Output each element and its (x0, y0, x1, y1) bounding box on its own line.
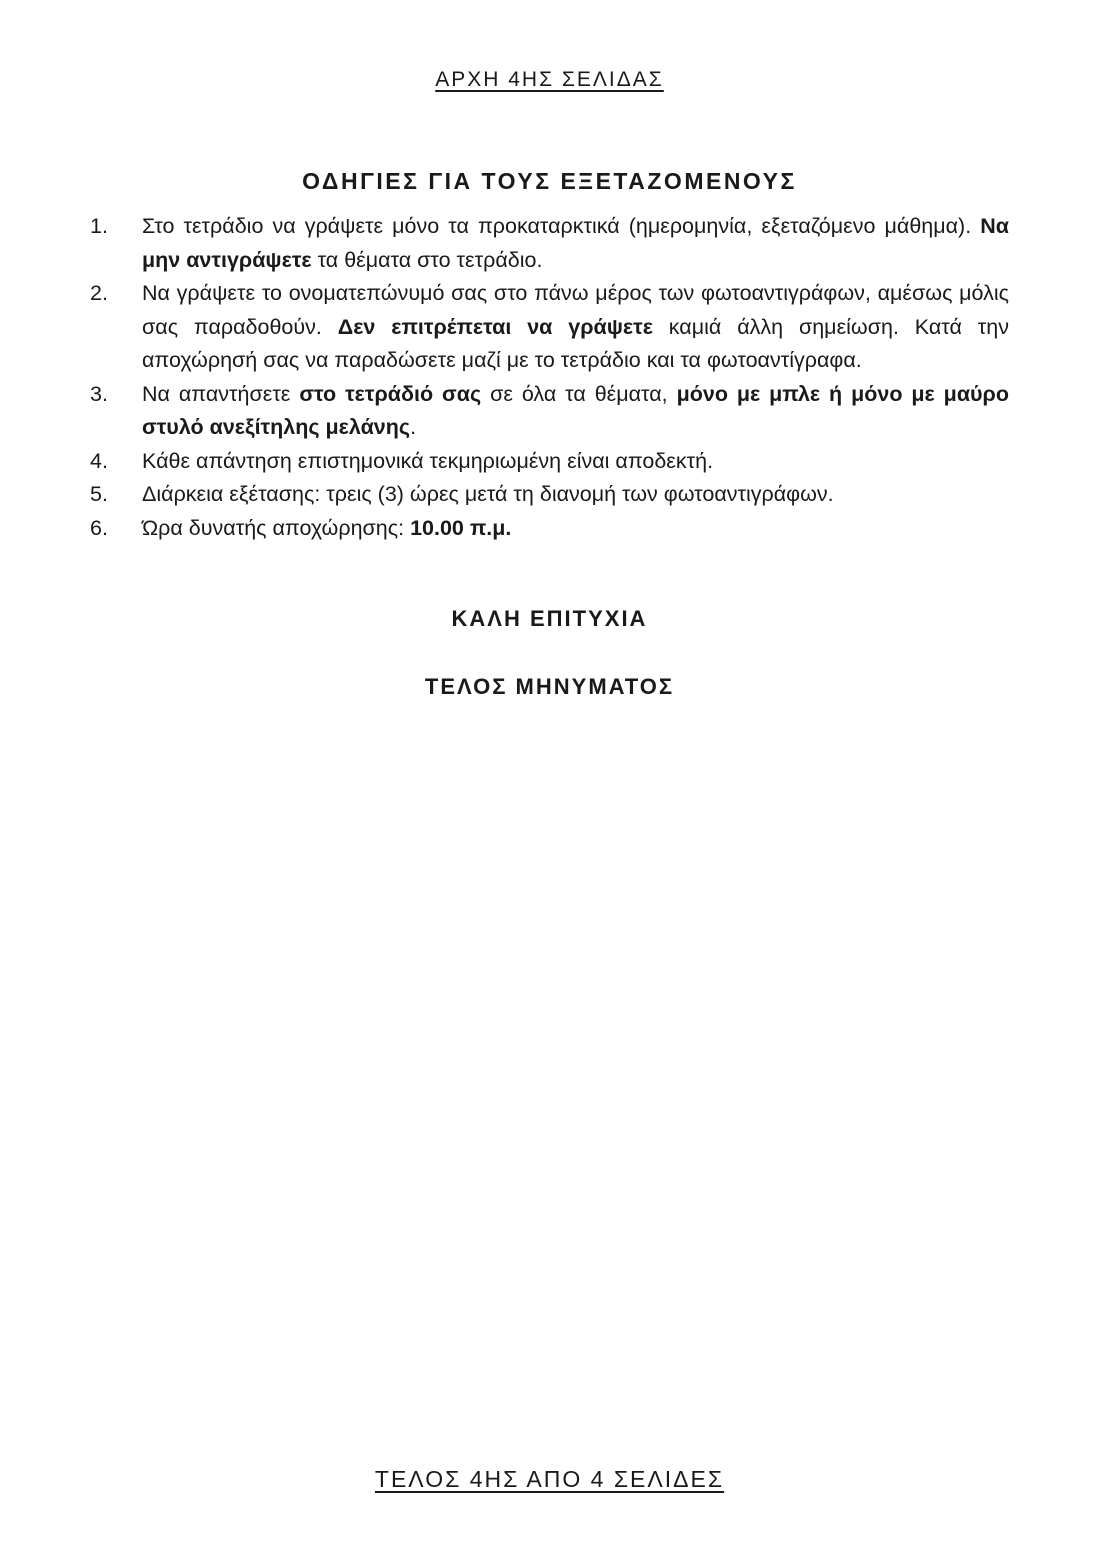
instruction-item (90, 478, 1009, 512)
instruction-text: Να γράψετε το ονοματεπώνυμό σας στο πάνω μέρος των φωτοαντιγράφων, αμέσως μόλις σας παραδοθούν. (142, 281, 1009, 339)
instruction-text: καμιά άλλη σημείωση. Κατά την αποχώρησή σας να παραδώσετε μαζί με το τετράδιο και τα φωτοαντίγραφα. (142, 314, 1009, 372)
instruction-number: 3. (90, 381, 108, 406)
instruction-item (90, 512, 1009, 546)
instruction-emphasis: 10.00 π.μ. (410, 515, 512, 540)
instruction-item (90, 277, 1009, 378)
instruction-emphasis: Δεν επιτρέπεται να γράψετε (337, 314, 653, 339)
instruction-text: τα θέματα στο τετράδιο. (311, 247, 543, 272)
instruction-item (90, 378, 1009, 445)
instruction-text: Να απαντήσετε (142, 381, 300, 406)
instruction-emphasis: Να μην αντιγράψετε (142, 214, 1009, 272)
instructions-list (90, 210, 1009, 545)
instruction-number: 4. (90, 448, 108, 473)
instruction-number: 2. (90, 281, 108, 305)
instruction-number: 5. (90, 482, 108, 506)
page-header: ΑΡΧΗ 4ΗΣ ΣΕΛΙΔΑΣ (435, 68, 664, 91)
instructions-title: ΟΔΗΓΙΕΣ ΓΙΑ ΤΟΥΣ ΕΞΕΤΑΖΟΜΕΝΟΥΣ (302, 168, 797, 194)
instruction-text: Διάρκεια εξέτασης: τρεις (3) ώρες μετά τη διανομή των φωτοαντιγράφων. (142, 482, 834, 506)
instruction-item (90, 210, 1009, 277)
instruction-text: Κάθε απάντηση επιστημονικά τεκμηριωμένη είναι αποδεκτή. (142, 448, 714, 473)
good-luck-text: ΚΑΛΗ ΕΠΙΤΥΧΙΑ (451, 606, 648, 631)
instruction-number: 6. (90, 515, 108, 540)
instruction-emphasis: στο τετράδιό σας (299, 381, 482, 406)
end-of-message: ΤΕΛΟΣ ΜΗΝΥΜΑΤΟΣ (424, 674, 675, 699)
instruction-text: . (410, 415, 417, 439)
instruction-text: σε όλα τα θέματα, (481, 381, 677, 406)
instruction-text: Στο τετράδιο να γράψετε μόνο τα προκαταρκτικά (ημερομηνία, εξεταζόμενο μάθημα). (142, 214, 981, 238)
instruction-number: 1. (90, 214, 108, 238)
page-footer: ΤΕΛΟΣ 4ΗΣ ΑΠΟ 4 ΣΕΛΙΔΕΣ (374, 1466, 725, 1492)
instruction-emphasis: μόνο με μπλε ή μόνο με μαύρο στυλό ανεξίτηλης μελάνης (142, 381, 1009, 439)
instruction-item (90, 445, 1009, 479)
instruction-text: Ώρα δυνατής αποχώρησης: (142, 515, 411, 540)
